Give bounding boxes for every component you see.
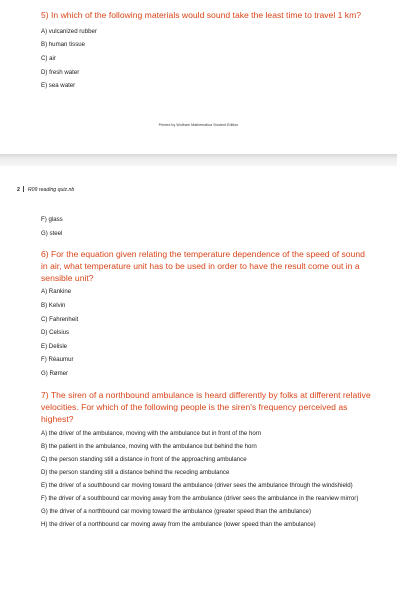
- answer-option: B) human tissue: [41, 41, 86, 49]
- question-7-text: 7) The siren of a northbound ambulance is heard differently by folks at different relative velocities. For which of the following people is the siren's frequency perceived as highest?: [41, 390, 371, 424]
- answer-option: C) air: [41, 54, 56, 62]
- answer-option: B) Kelvin: [41, 301, 66, 309]
- answer-option: E) Delisle: [41, 342, 68, 350]
- answer-option: D) Celsius: [41, 329, 70, 337]
- answer-option: A) vulcanized rubber: [41, 27, 97, 35]
- answer-option: C) Fahrenheit: [41, 315, 79, 323]
- answer-option: H) the driver of a northbound car moving away from the ambulance (lower speed than the ambulance): [41, 521, 316, 529]
- page-header: [17, 186, 74, 193]
- question-6: [41, 249, 371, 384]
- answer-option: D) the person standing still a distance behind the receding ambulance: [41, 469, 230, 477]
- question-5: [41, 10, 371, 96]
- answer-option: E) the driver of a southbound car moving toward the ambulance (driver sees the ambulance through the windshield): [41, 482, 353, 490]
- page-separator: [0, 154, 397, 166]
- answer-option: G) steel: [41, 229, 63, 237]
- answer-option: D) fresh water: [41, 68, 80, 76]
- answer-option: A) Rankine: [41, 288, 72, 296]
- answer-option: G) Rømer: [41, 369, 69, 377]
- answer-option: F) Réaumur: [41, 356, 74, 364]
- answer-option: A) the driver of the ambulance, moving with the ambulance but in front of the horn: [41, 430, 262, 438]
- header-divider: [23, 186, 24, 192]
- question-5-text: 5) In which of the following materials would sound take the least time to travel 1 km?: [41, 10, 362, 20]
- file-name: R09 reading quiz.nb: [27, 187, 75, 193]
- answer-option: E) sea water: [41, 82, 76, 90]
- answer-option: G) the driver of a northbound car moving toward the ambulance (greater speed than the ambulance): [41, 508, 311, 516]
- answer-option: F) glass: [41, 216, 63, 223]
- print-footer: Printed by Wolfram Mathematica Student Edition: [158, 123, 239, 127]
- answer-option: C) the person standing still a distance in front of the approaching ambulance: [41, 456, 247, 464]
- page-number: 2: [17, 187, 20, 193]
- answer-option: F) the driver of a southbound car moving away from the ambulance (driver sees the ambulance in the rearview mirror): [41, 495, 359, 503]
- question-5-continued: [41, 216, 371, 243]
- answer-option: B) the patient in the ambulance, moving with the ambulance but behind the horn: [41, 443, 257, 451]
- question-6-text: 6) For the equation given relating the temperature dependence of the speed of sound in air, what temperature unit has to be used in order to have the result come out in a sensible unit?: [41, 249, 365, 283]
- question-7: [41, 390, 371, 533]
